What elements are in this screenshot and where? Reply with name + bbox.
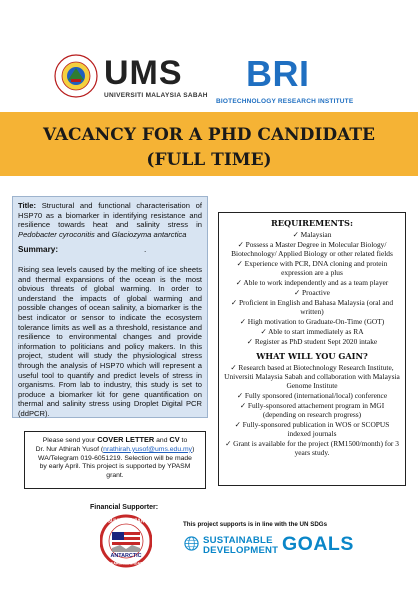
requirement-item: ✓ Proficient in English and Bahasa Malaysia (oral and written) bbox=[230, 298, 394, 316]
requirement-item: ✓ Experience with PCR, DNA cloning and protein expression are a plus bbox=[236, 259, 388, 277]
sdg-goals-wordmark: GOALS bbox=[282, 533, 354, 555]
contact-line-3: WA/Telegram 019-6051219. Selection will be made bbox=[38, 454, 192, 462]
vacancy-subtitle: (FULL TIME) bbox=[146, 150, 272, 170]
contact-line-5: grant. bbox=[106, 472, 124, 480]
contact-line-1: Please send your COVER LETTER and CV to bbox=[42, 435, 188, 444]
benefit-item: ✓ Fully sponsored (international/local) conference bbox=[236, 391, 388, 400]
summary-text: Rising sea levels caused by the melting of ice sheets and thermal expansions of the ocean is the most obvious threats of global warming. In order to understand the impacts of global warming and possible changes of ocean salinity, a biomarker is the best indicator or sensor to indicate the ecosystem tolerance limits as well as a threshold, resistance and resilience to environmental changes and provide information to politicians and policy makers. In this project, student will study the physiological stress through the analysis of HSP70 which will represent a useful tool to quantify and predict levels of stress in organisms. From lab to industry, this study is set to produce a biomarker kit for gene quantification on thermal and salinity stress using Droplet Digital PCR (ddPCR). bbox=[18, 264, 202, 418]
bri-subtitle: BIOTECHNOLOGY RESEARCH INSTITUTE bbox=[216, 98, 354, 105]
benefit-item: ✓ Fully-sponsored attachement program in MGI (depending on research progress) bbox=[239, 401, 385, 419]
ums-wordmark: UMS bbox=[104, 54, 183, 92]
vacancy-title: VACANCY FOR A PHD CANDIDATE bbox=[42, 125, 375, 145]
sdg-development-text: DEVELOPMENT bbox=[203, 545, 279, 556]
contact-line-2: Dr. Nur Athirah Yusof (nrathirah.yusof@ums.edu.my) bbox=[35, 445, 195, 453]
requirements-box bbox=[218, 212, 406, 486]
requirement-item: ✓ High motivation to Graduate-On-Time (GOT) bbox=[239, 317, 385, 326]
benefit-item: ✓ Research based at Biotechnology Research Institute, Universiti Malaysia Sabah and collaboration with Malaysia Genome Institute bbox=[224, 363, 400, 390]
project-title: Title: Structural and functional characterisation of HSP70 as a biomarker in identifying resistance and resilience towards heat and salinity stress in Pedobacter cyroconitis and Glaciozyma antarctica bbox=[18, 201, 202, 239]
sdg-label: This project supports is in line with the UN SDGs bbox=[183, 521, 328, 528]
project-description-box bbox=[12, 196, 208, 418]
ums-subtitle: UNIVERSITI MALAYSIA SABAH bbox=[104, 92, 208, 99]
requirement-item: ✓ Proactive bbox=[294, 288, 330, 297]
sultan-mizan-foundation-logo bbox=[100, 514, 152, 570]
sponsor-top-text: SULTAN MIZAN bbox=[107, 518, 145, 525]
contact-box bbox=[24, 431, 206, 489]
requirement-item: ✓ Malaysian bbox=[292, 230, 332, 239]
benefit-item: ✓ Fully-sponsored publication in WOS or SCOPUS indexed journals bbox=[234, 420, 390, 438]
un-globe-icon bbox=[184, 536, 199, 551]
contact-line-4: by early April. This project is supported by YPASM bbox=[39, 463, 191, 471]
benefit-item: ✓ Grant is available for the project (RM1500/month) for 3 years study. bbox=[225, 439, 399, 457]
sdg-sustainable-text: SUSTAINABLE bbox=[203, 535, 273, 546]
requirement-item: ✓ Able to work independently and as a team player bbox=[235, 278, 389, 287]
requirement-item: ✓ Register as PhD student Sept 2020 intake bbox=[246, 337, 378, 346]
summary-heading: Summary: . bbox=[18, 245, 147, 255]
sponsor-bottom-text: RESEARCH FOUNDATION bbox=[103, 561, 149, 566]
ums-seal-logo bbox=[54, 54, 98, 98]
requirement-item: ✓ Possess a Master Degree in Molecular Biology/ Biotechnology/ Applied Biology or other related fields bbox=[231, 240, 393, 258]
benefits-heading: WHAT WILL YOU GAIN? bbox=[256, 351, 368, 361]
contact-email-link[interactable]: nrathirah.yusof@ums.edu.my bbox=[103, 445, 193, 453]
financial-supporter-label: Financial Supporter: bbox=[90, 504, 159, 511]
bri-wordmark: BRI bbox=[246, 53, 310, 94]
sponsor-mid-text: ANTARCTIC bbox=[110, 553, 142, 559]
requirement-item: ✓ Able to start immediately as RA bbox=[260, 327, 364, 336]
requirements-heading: REQUIREMENTS: bbox=[270, 218, 353, 228]
